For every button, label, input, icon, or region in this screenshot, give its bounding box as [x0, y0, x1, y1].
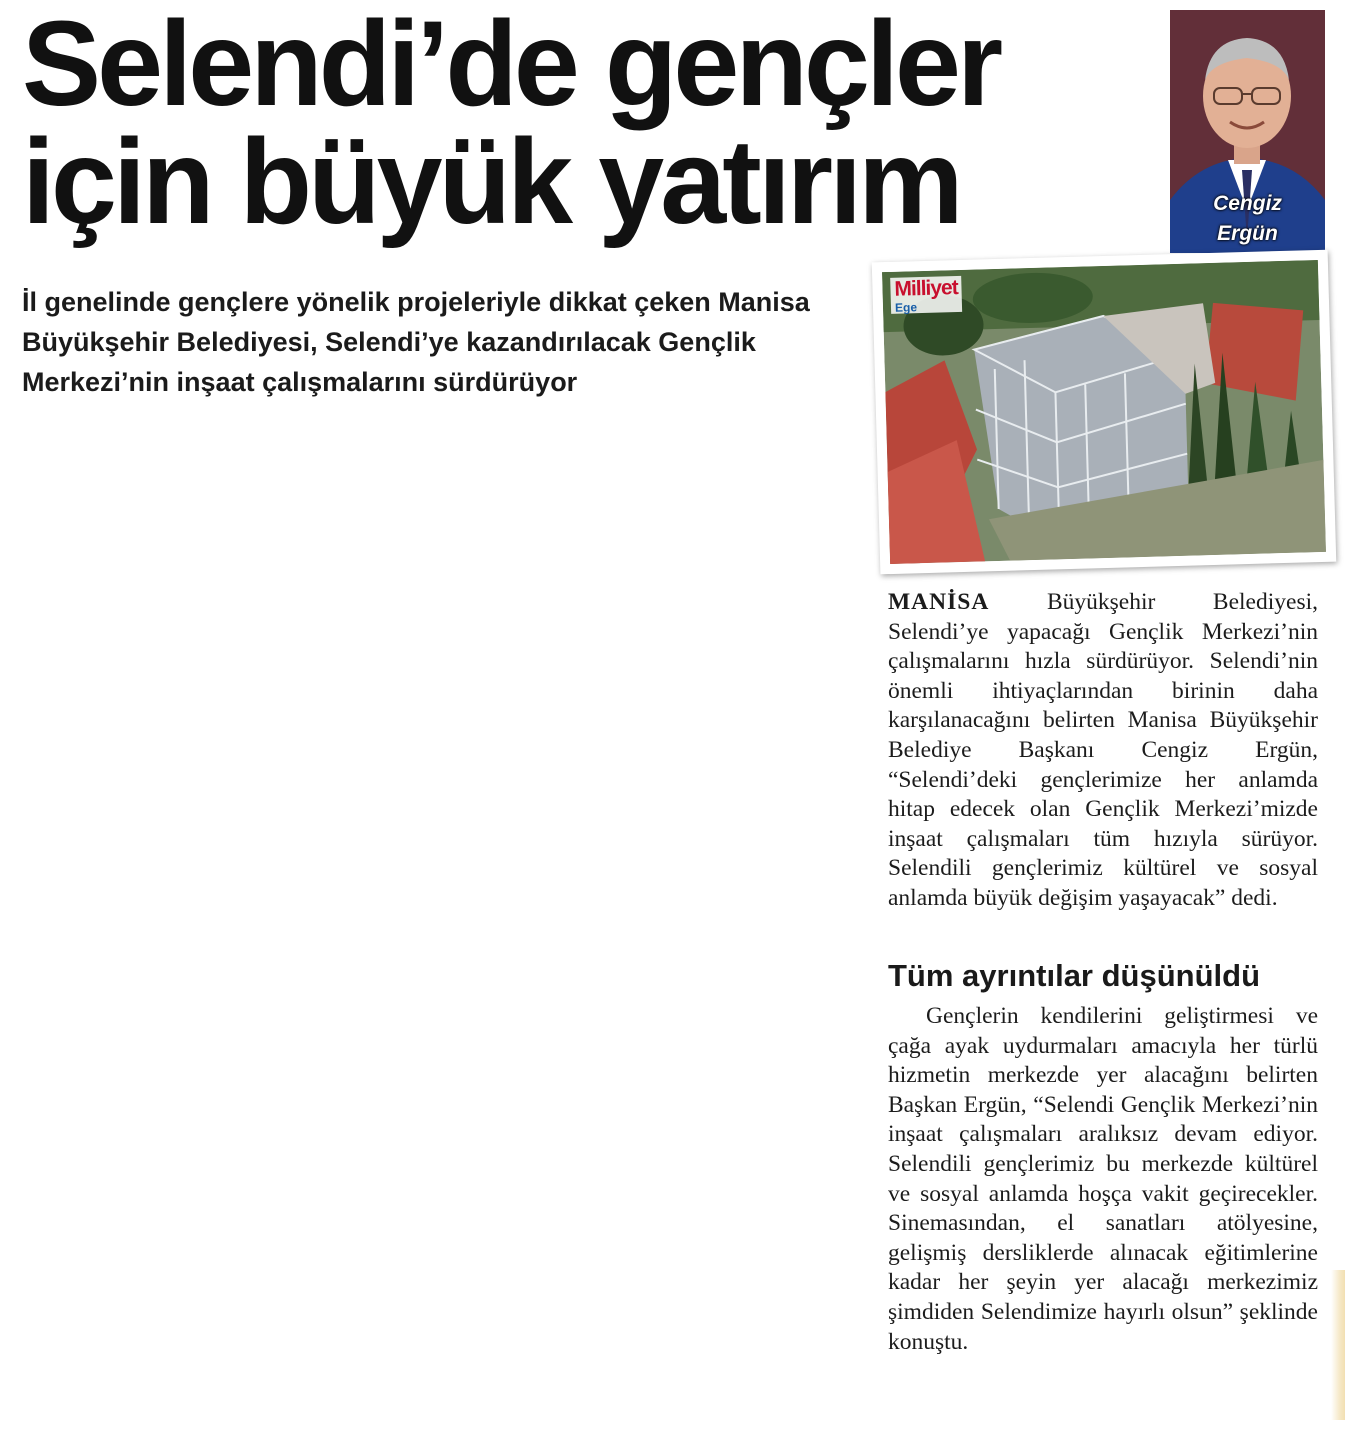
dateline: MANİSA	[888, 589, 990, 615]
paragraph-1-text: Büyükşehir Belediyesi, Selendi’ye yapacağı Gençlik Merkezi’nin çalışmalarını hızla sürdürüyor. Selendi’nin önemli ihtiyaçlarından birinin daha karşılanacağını belirten Manisa Büyükşehir Belediye Başkanı Cengiz Ergün, “Selendi’deki gençlerimize her anlamda hitap edecek olan Gençlik Merkezi’mizde inşaat çalışmaları tüm hızıyla sürüyor. Selendili gençlerimiz kültürel ve sosyal anlamda büyük değişim yaşayacak” dedi.	[888, 589, 1318, 911]
logo-sub: Ege	[894, 300, 918, 315]
portrait-caption-first-name: Cengiz	[1213, 192, 1282, 215]
logo-wordmark: Milliyet	[894, 276, 958, 301]
portrait-caption	[1170, 189, 1325, 249]
headline-line-2: için büyük yatırım	[22, 113, 960, 249]
milliyet-ege-logo	[890, 276, 962, 314]
page-edge-strip	[1331, 1270, 1345, 1420]
body-paragraph-1	[888, 588, 1318, 914]
headline-line-1: Selendi’de gençler	[22, 0, 1000, 131]
portrait-photo	[1170, 10, 1325, 253]
headline	[22, 0, 1129, 249]
construction-photo	[872, 250, 1337, 575]
paragraph-2-text: Gençlerin kendilerini geliştirmesi ve çağa ayak uydurmaları amacıyla her türlü hizmetin merkezde yer alacağını belirten Başkan Ergün, “Selendi Gençlik Merkezi’nin inşaat çalışmaları aralıksız devam ediyor. Selendili gençlerimiz bu merkezde kültürel ve sosyal anlamda hoşça vakit geçirecekler. Sinemasından, el sanatları atölyesine, gelişmiş dersliklerde alınacak eğitimlerine kadar her şeyin yer alacağı merkezimiz şimdiden Selendimize hayırlı olsun” şeklinde konuştu.	[888, 1003, 1318, 1355]
crosshead: Tüm ayrıntılar düşünüldü	[888, 958, 1261, 993]
portrait-caption-last-name: Ergün	[1217, 222, 1278, 245]
body-paragraph-2	[888, 1002, 1318, 1357]
subheadline: İl genelinde gençlere yönelik projeleriyle dikkat çeken Manisa Büyükşehir Belediyesi, Selendi’ye kazandırılacak Gençlik Merkezi’nin inşaat çalışmalarını sürdürüyor	[22, 287, 810, 397]
